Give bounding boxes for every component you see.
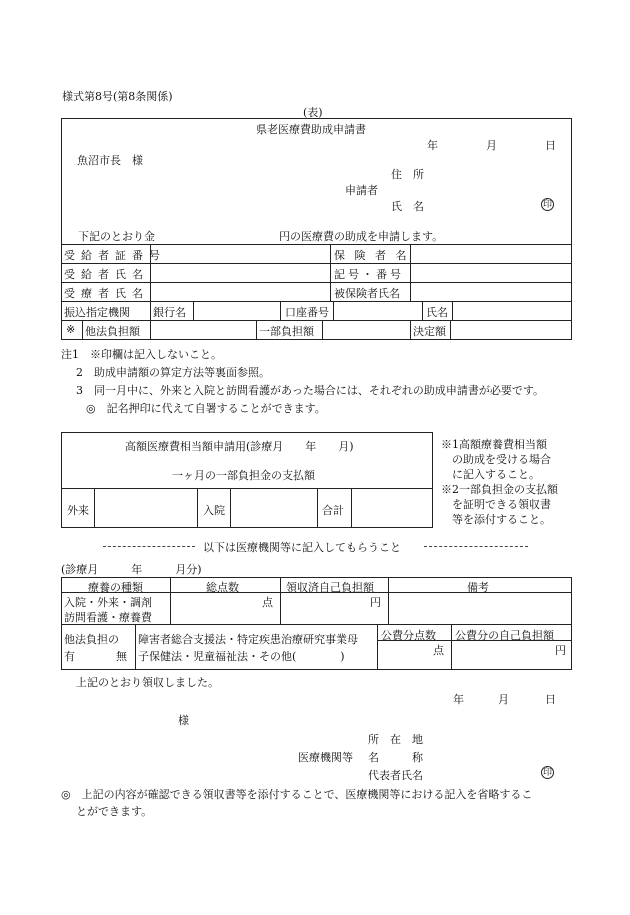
- header-treatment-type: 療養の種類: [88, 581, 143, 594]
- treatment-type-line2: 訪問看護・療養費: [64, 611, 152, 624]
- note-3: 3 同一月中に、外来と入院と訪問看護があった場合には、それぞれの助成申請書が必要です。: [76, 384, 545, 397]
- side-label: (表): [303, 106, 323, 119]
- yen-unit: 円: [370, 596, 381, 609]
- recipient-name-label: 受給者氏名: [64, 268, 149, 281]
- addressee: 魚沼市長 様: [77, 154, 143, 167]
- clinic-seal-icon: 印: [542, 768, 552, 778]
- total-label: 合計: [322, 504, 344, 517]
- location-label: 所 在 地: [368, 733, 423, 746]
- request-prefix: 下記のとおり金: [78, 230, 155, 243]
- date-day: 日: [545, 139, 556, 152]
- header-remarks: 備考: [467, 581, 489, 594]
- date-month: 月: [486, 139, 497, 152]
- side-note-6: 等を添付すること。: [452, 513, 551, 526]
- clinic-date-year: 年: [453, 693, 464, 706]
- bank-name-label: 銀行名: [153, 306, 186, 319]
- name-label: 氏 名: [391, 200, 424, 213]
- applicant-label: 申請者: [345, 184, 378, 197]
- representative-label: 代表者氏名: [368, 769, 423, 782]
- clinic-date-day: 日: [545, 693, 556, 706]
- side-note-1: ※1高額療養費相当額: [441, 438, 547, 451]
- clinic-month-line: (診療月 年 月分): [61, 563, 202, 576]
- patient-name-label: 受療者氏名: [64, 287, 149, 300]
- symbol-number-label: 記号・番号: [334, 268, 404, 281]
- footer-note-line2: とができます。: [76, 805, 153, 818]
- partial-amount-label: 一部負担額: [259, 325, 314, 338]
- seal-icon: 印: [542, 200, 552, 210]
- header-paid-amount: 領収済自己負担額: [286, 581, 374, 594]
- recipient-cert-no-label: 受給者証番号: [64, 249, 166, 262]
- address-label: 住 所: [391, 168, 424, 181]
- other-law-amount-label: 他法負担額: [85, 325, 140, 338]
- footer-note-line1: ◎ 上記の内容が確認できる領収書等を添付することで、医療機関等における記入を省略するこ: [61, 788, 533, 801]
- other-burden-no: 無: [116, 650, 127, 663]
- other-burden-label: 他法負担の: [64, 633, 119, 646]
- note-1: 注1 ※印欄は記入しないこと。: [61, 348, 222, 361]
- account-holder-label: 氏名: [426, 306, 448, 319]
- inpatient-label: 入院: [203, 504, 225, 517]
- outpatient-label: 外来: [67, 504, 89, 517]
- high-cost-subtitle: 一ヶ月の一部負担金の支払額: [172, 469, 315, 482]
- separator-text: 以下は医療機関等に記入してもらうこと: [203, 541, 401, 554]
- office-use-mark: ※: [66, 323, 76, 336]
- account-no-label: 口座番号: [285, 306, 329, 319]
- points-unit: 点: [262, 596, 273, 609]
- laws-line2: 子保健法・児童福祉法・その他( ): [138, 650, 345, 663]
- insured-name-label: 被保険者氏名: [334, 287, 400, 300]
- decided-amount-label: 決定額: [413, 325, 446, 338]
- side-note-2: の助成を受ける場合: [452, 453, 551, 466]
- form-title: 県老医療費助成申請書: [256, 123, 366, 136]
- note-4: ◎ 記名押印に代えて自署することができます。: [86, 402, 326, 415]
- header-total-points: 総点数: [206, 581, 239, 594]
- bank-designation-label: 振込指定機関: [64, 306, 130, 319]
- institution-label: 医療機関等: [298, 751, 353, 764]
- clinic-addressee: 様: [178, 714, 189, 727]
- side-note-4: ※2一部負担金の支払額: [441, 483, 558, 496]
- laws-line1: 障害者総合支援法・特定疾患治療研究事業母: [138, 633, 358, 646]
- public-self-pay-label: 公費分の自己負担額: [455, 629, 554, 642]
- side-note-5: を証明できる領収書: [452, 498, 551, 511]
- public-points-unit: 点: [433, 644, 444, 657]
- public-yen-unit: 円: [555, 644, 566, 657]
- institution-name-label: 名 称: [368, 751, 423, 764]
- treatment-type-line1: 入院・外来・調剤: [64, 596, 152, 609]
- form-number: 様式第8号(第8条関係): [62, 90, 173, 103]
- side-note-3: に記入すること。: [452, 468, 540, 481]
- note-2: 2 助成申請額の算定方法等裏面参照。: [76, 366, 270, 379]
- public-points-label: 公費分点数: [381, 629, 436, 642]
- request-suffix: 円の医療費の助成を申請します。: [279, 230, 444, 243]
- other-burden-yes: 有: [64, 650, 75, 663]
- received-text: 上記のとおり領収しました。: [76, 676, 219, 689]
- insurer-name-label: 保 険 者 名: [334, 249, 410, 262]
- date-year: 年: [427, 139, 438, 152]
- high-cost-title: 高額医療費相当額申請用(診療月 年 月): [125, 440, 354, 453]
- clinic-date-month: 月: [498, 693, 509, 706]
